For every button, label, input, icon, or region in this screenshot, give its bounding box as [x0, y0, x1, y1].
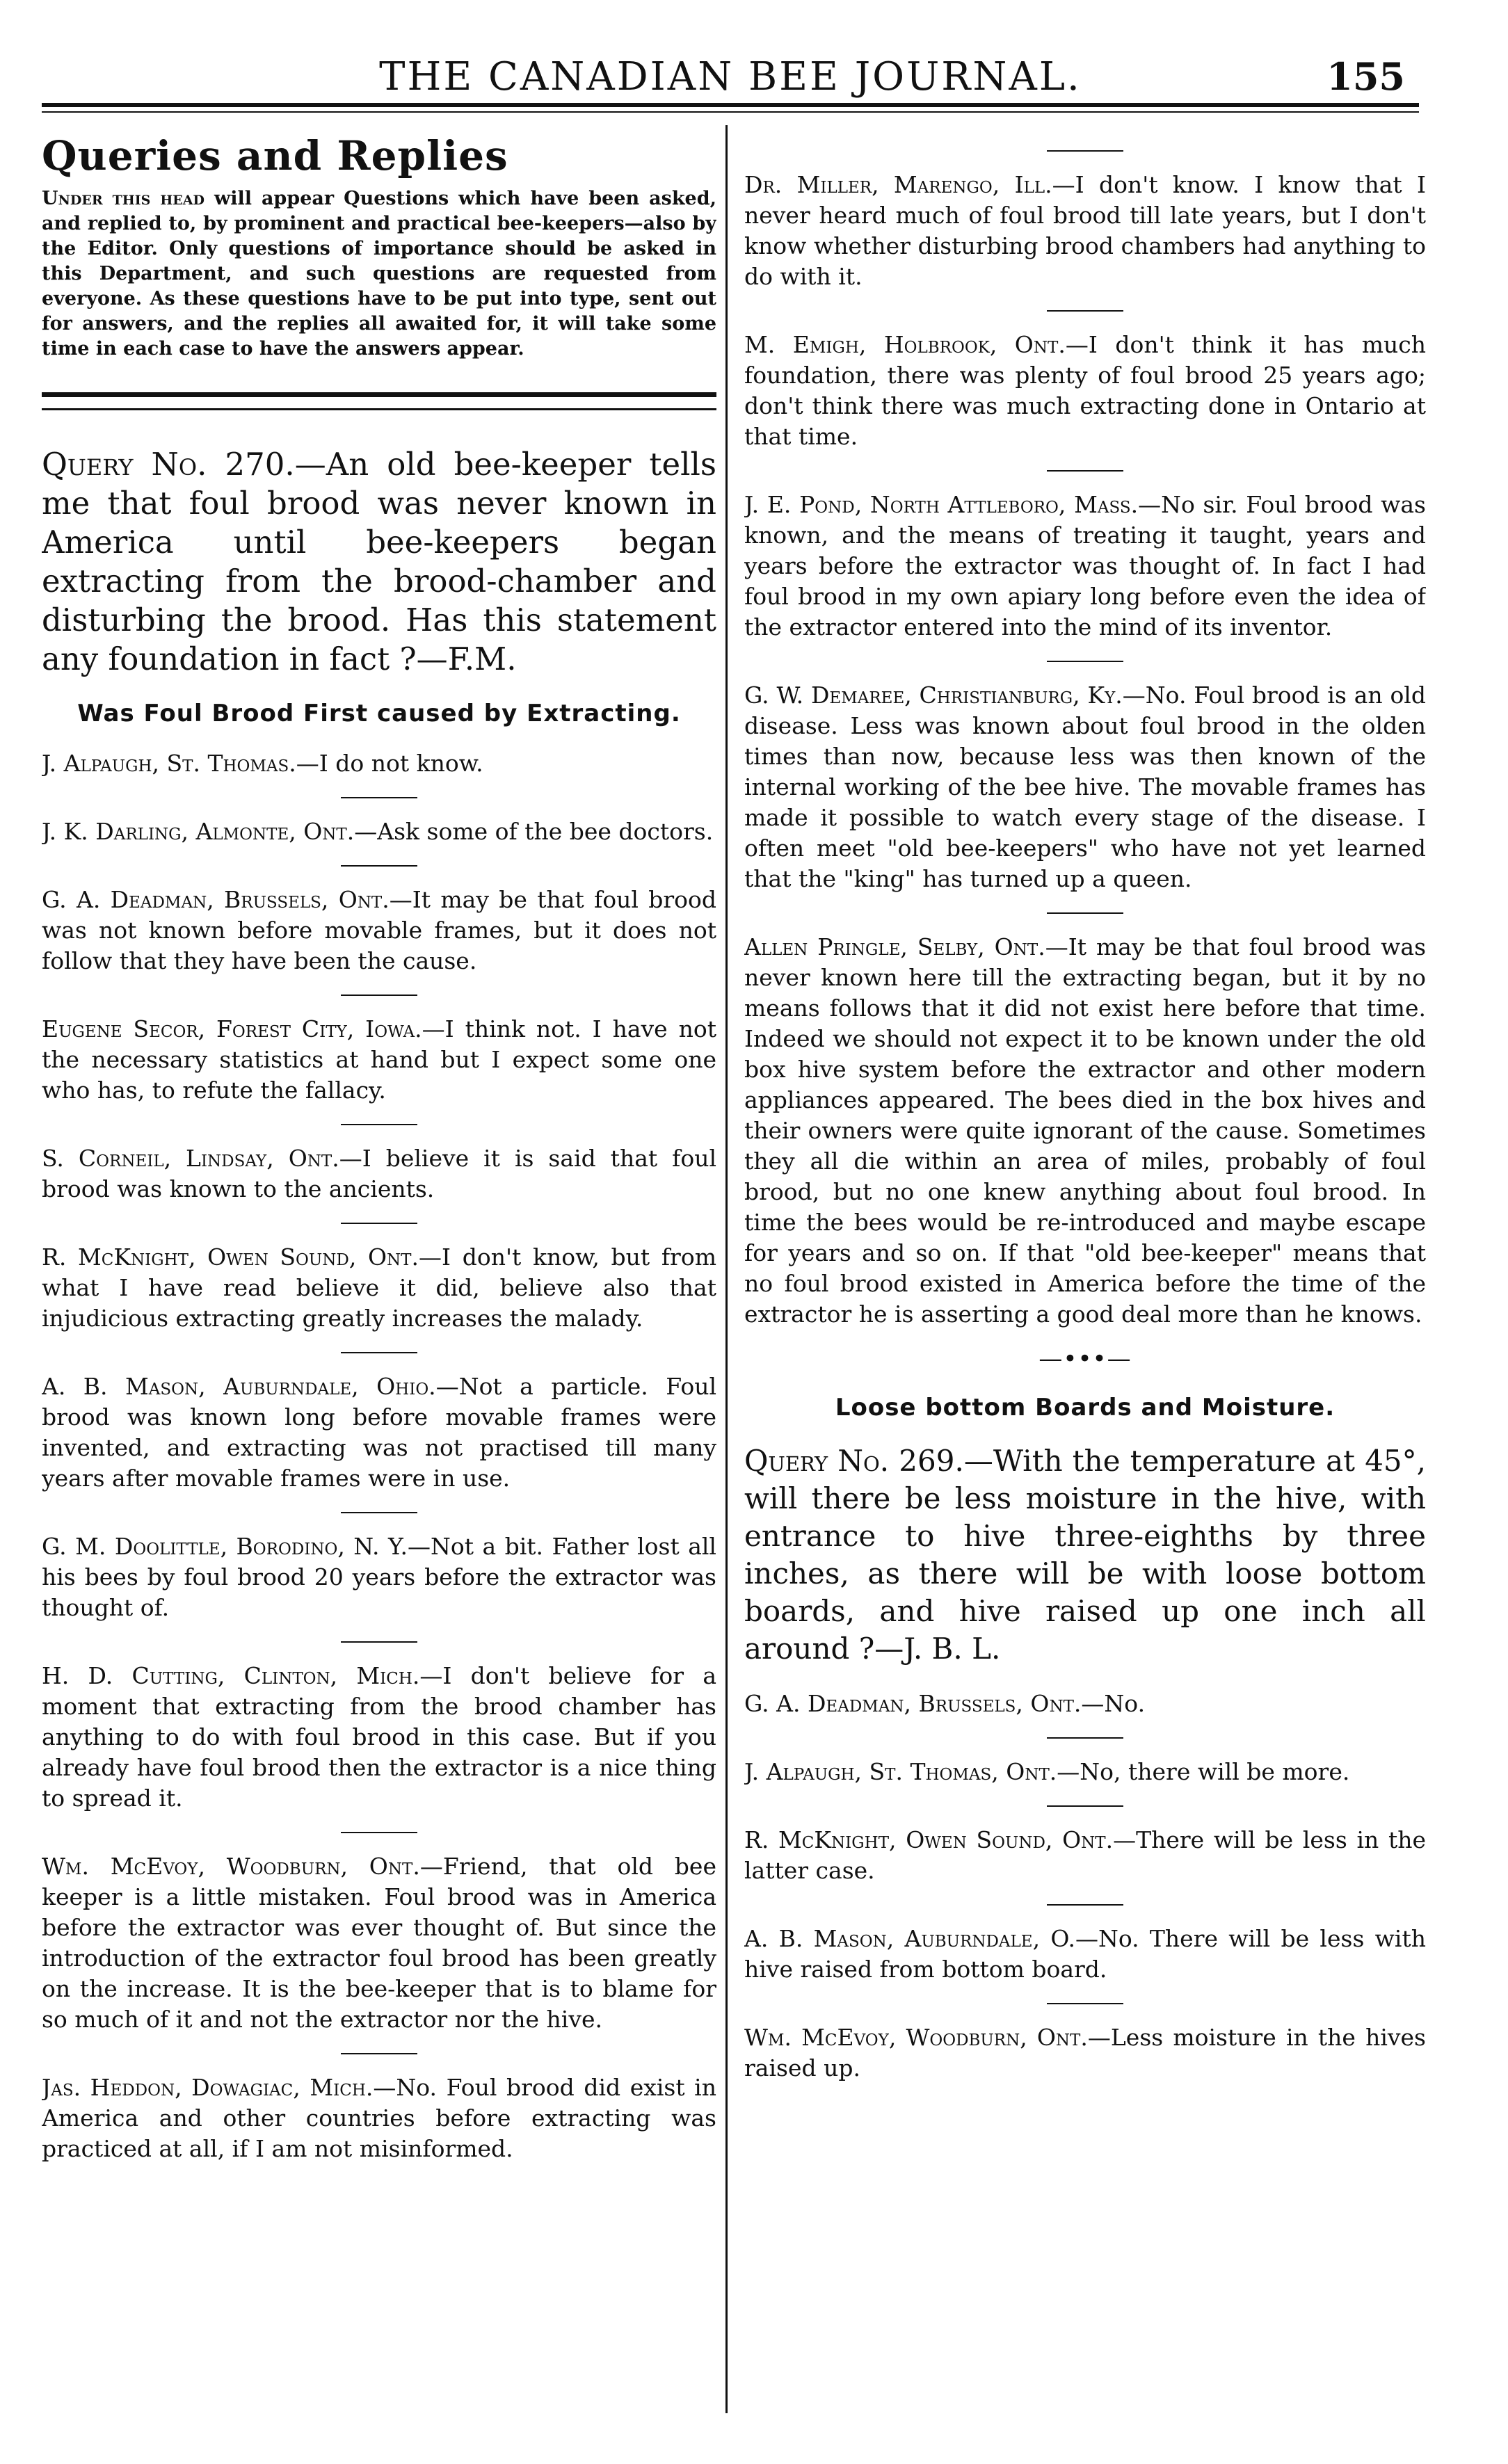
- answer: [42, 748, 716, 779]
- answer-text: —Less moisture in the hives raised up.: [744, 2024, 1426, 2081]
- answer-text: —No. There will be less with hive raised from bottom board.: [744, 1925, 1426, 1983]
- intro-text: will appear Questions which have been asked, and replied to, by prominent and practical bee-keepers—also by the Editor. Only questions of importance should be asked in this Department, and such questions are requested from everyone. As these questions have to be put into type, sent out for answers, and the replies all awaited for, it will take some time in each case to have the answers appear.: [42, 188, 716, 360]
- answer-separator: [341, 1124, 417, 1125]
- answer-text: —I do not know.: [296, 750, 483, 777]
- answer: [42, 1242, 716, 1334]
- answer: [42, 1661, 716, 1814]
- answer-author: A. B. Mason, Auburndale, Ohio.: [42, 1373, 436, 1400]
- answer-separator: [341, 865, 417, 867]
- query-269: [744, 1442, 1426, 1668]
- answer-author: A. B. Mason, Auburndale, O.: [744, 1925, 1075, 1952]
- answer-author: Allen Pringle, Selby, Ont.: [744, 933, 1045, 960]
- right-column: [744, 132, 1426, 2422]
- answer-author: Jas. Heddon, Dowagiac, Mich.: [42, 2074, 374, 2101]
- ornament-divider: —•••—: [1038, 1345, 1132, 1373]
- answer-separator: [341, 1641, 417, 1643]
- answer-author: S. Corneil, Lindsay, Ont.: [42, 1145, 339, 1172]
- answer-separator: [341, 1832, 417, 1833]
- query-270-subhead: Was Foul Brood First caused by Extracting.: [77, 700, 681, 727]
- answer-separator: [1047, 150, 1123, 152]
- answer-separator: [1047, 1805, 1123, 1807]
- answer-text: —Friend, that old bee keeper is a little mistaken. Foul brood was in America before the extractor was ever thought of. But since the introduction of the extractor foul brood has been greatly on the increase. It is the bee-keeper that is to blame for so much of it and not the extractor nor the hive.: [42, 1853, 716, 2033]
- answer-author: Dr. Miller, Marengo, Ill.: [744, 171, 1052, 198]
- answer: [744, 1757, 1426, 1787]
- answer-separator: [341, 1512, 417, 1513]
- answer-separator: [341, 1352, 417, 1353]
- answer: [744, 680, 1426, 894]
- answer: [744, 1825, 1426, 1886]
- query-270-lead: Query No. 270.: [42, 446, 295, 483]
- answer: [744, 1689, 1426, 1719]
- answer-separator: [1047, 912, 1123, 914]
- answer: [42, 1851, 716, 2035]
- double-rule: [42, 392, 716, 410]
- answer-author: J. Alpaugh, St. Thomas, Ont.: [744, 1758, 1057, 1785]
- answer-author: G. W. Demaree, Christianburg, Ky.: [744, 682, 1123, 709]
- answer-author: J. K. Darling, Almonte, Ont.: [42, 818, 355, 845]
- query-269-text: —With the temperature at 45°, will there be less moisture in the hive, with entrance to hive three-eighths by three inches, as there will be with loose bottom boards, and hive raised up one inch all around ?—J. B. L.: [744, 1444, 1426, 1666]
- answer-text: —I don't believe for a moment that extracting from the brood chamber has anything to do with foul brood in this case. But if you already have foul brood then the extractor is a nice thing to spread it.: [42, 1662, 716, 1812]
- intro-lead: Under this head: [42, 188, 204, 209]
- answer: [744, 1924, 1426, 1985]
- answer-text: —I don't know. I know that I never heard much of foul brood till late years, but I don't know whether disturbing brood chambers had anything to do with it.: [744, 171, 1426, 290]
- answer-separator: [341, 995, 417, 996]
- query-269-subhead: Loose bottom Boards and Moisture.: [835, 1394, 1335, 1422]
- answer-author: J. Alpaugh, St. Thomas.: [42, 750, 296, 777]
- answer-text: —No, there will be more.: [1057, 1758, 1350, 1785]
- header-rule-thick: [42, 103, 1419, 107]
- answer-separator: [1047, 661, 1123, 662]
- answer-text: —No. Foul brood is an old disease. Less was known about foul brood in the olden times than now, because less was then known of the internal working of the bee hive. The movable frames has made it possible to watch every stage of the disease. I often meet "old bee-keepers" who have not yet learned that the "king" has turned up a queen.: [744, 682, 1426, 892]
- answer-text: —It may be that foul brood was never known here till the extracting began, but it by no means follows that it did not exist here before that time. Indeed we should not expect it to be known under the old box hive system before the extractor and other modern appliances appeared. The bees died in the box hives and their owners were quite ignorant of the cause. Sometimes they all die within an area of miles, probably of foul brood, but no one knew anything about foul brood. In time the bees would be re-introduced and maybe escape for years and so on. If that "old bee-keeper" means that no foul brood existed in America before the time of the extractor he is asserting a good deal more than he knows.: [744, 933, 1426, 1328]
- page-header: [42, 54, 1419, 103]
- answer-text: —It may be that foul brood was not known before movable frames, but it does not follow that they have been the cause.: [42, 886, 716, 974]
- answer-text: —Not a bit. Father lost all his bees by foul brood 20 years before the extractor was thought of.: [42, 1533, 716, 1621]
- column-divider: [725, 125, 728, 2413]
- answer-author: G. A. Deadman, Brussels, Ont.: [744, 1690, 1082, 1717]
- answer: [42, 1371, 716, 1494]
- answer-author: M. Emigh, Holbrook, Ont.: [744, 331, 1066, 358]
- answer-author: Eugene Secor, Forest City, Iowa.: [42, 1015, 422, 1042]
- answer-separator: [341, 2053, 417, 2054]
- answer-author: J. E. Pond, North Attleboro, Mass.: [744, 491, 1139, 518]
- query-269-lead: Query No. 269.: [744, 1444, 964, 1478]
- answer-separator: [341, 1223, 417, 1224]
- answer-author: R. McKnight, Owen Sound, Ont.: [744, 1826, 1114, 1853]
- answer-separator: [1047, 310, 1123, 312]
- left-column: [42, 132, 716, 2422]
- answer-text: —No. Foul brood did exist in America and other countries before extracting was practiced at all, if I am not misinformed.: [42, 2074, 716, 2162]
- answer-separator: [1047, 1737, 1123, 1739]
- answer: [744, 490, 1426, 643]
- answer-text: —Not a particle. Foul brood was known long before movable frames were invented, and extracting was not practised till many years after movable frames were in use.: [42, 1373, 716, 1492]
- section-intro: [42, 186, 716, 362]
- answer: [42, 2072, 716, 2164]
- answer: [42, 1531, 716, 1623]
- answer-author: R. McKnight, Owen Sound, Ont.: [42, 1243, 419, 1271]
- answer: [744, 170, 1426, 292]
- answer: [42, 1143, 716, 1205]
- answer-separator: [1047, 1904, 1123, 1906]
- header-rule-thin: [42, 111, 1419, 113]
- answer-text: —I don't know, but from what I have read believe it did, believe also that injudicious extracting greatly increases the malady.: [42, 1243, 716, 1332]
- query-270-text: —An old bee-keeper tells me that foul brood was never known in America until bee-keepers began extracting from the brood-chamber and disturbing the brood. Has this statement any foundation in fact ?—F.M.: [42, 446, 716, 677]
- answer-text: —Ask some of the bee doctors.: [354, 818, 714, 845]
- answer: [744, 2022, 1426, 2084]
- answer-text: —I believe it is said that foul brood was known to the ancients.: [42, 1145, 716, 1202]
- answer: [42, 885, 716, 976]
- page-number: 155: [1326, 54, 1405, 99]
- answer-separator: [1047, 470, 1123, 472]
- answer-separator: [1047, 2003, 1123, 2004]
- query-270: [42, 445, 716, 679]
- answer: [744, 932, 1426, 1330]
- answer-author: Wm. McEvoy, Woodburn, Ont.: [744, 2024, 1088, 2051]
- answer-author: G. M. Doolittle, Borodino, N. Y.: [42, 1533, 408, 1560]
- answer-text: —I think not. I have not the necessary statistics at hand but I expect some one who has, to refute the fallacy.: [42, 1015, 716, 1104]
- answer-author: H. D. Cutting, Clinton, Mich.: [42, 1662, 420, 1689]
- journal-title: THE CANADIAN BEE JOURNAL.: [379, 54, 1082, 99]
- answer-author: G. A. Deadman, Brussels, Ont.: [42, 886, 390, 913]
- answer: [42, 816, 716, 847]
- answer-text: —There will be less in the latter case.: [744, 1826, 1426, 1884]
- answer-author: Wm. McEvoy, Woodburn, Ont.: [42, 1853, 420, 1880]
- answer-text: —No.: [1081, 1690, 1146, 1717]
- answer: [42, 1014, 716, 1106]
- answer-text: —No sir. Foul brood was known, and the means of treating it taught, years and years before the extractor was thought of. In fact I had foul brood in my own apiary long before even the idea of the extractor entered into the mind of its inventor.: [744, 491, 1426, 641]
- section-heading: Queries and Replies: [42, 132, 508, 179]
- answer-separator: [341, 797, 417, 798]
- answer: [744, 330, 1426, 452]
- answer-text: —I don't think it has much foundation, there was plenty of foul brood 25 years ago; don't think there was much extracting done in Ontario at that time.: [744, 331, 1426, 450]
